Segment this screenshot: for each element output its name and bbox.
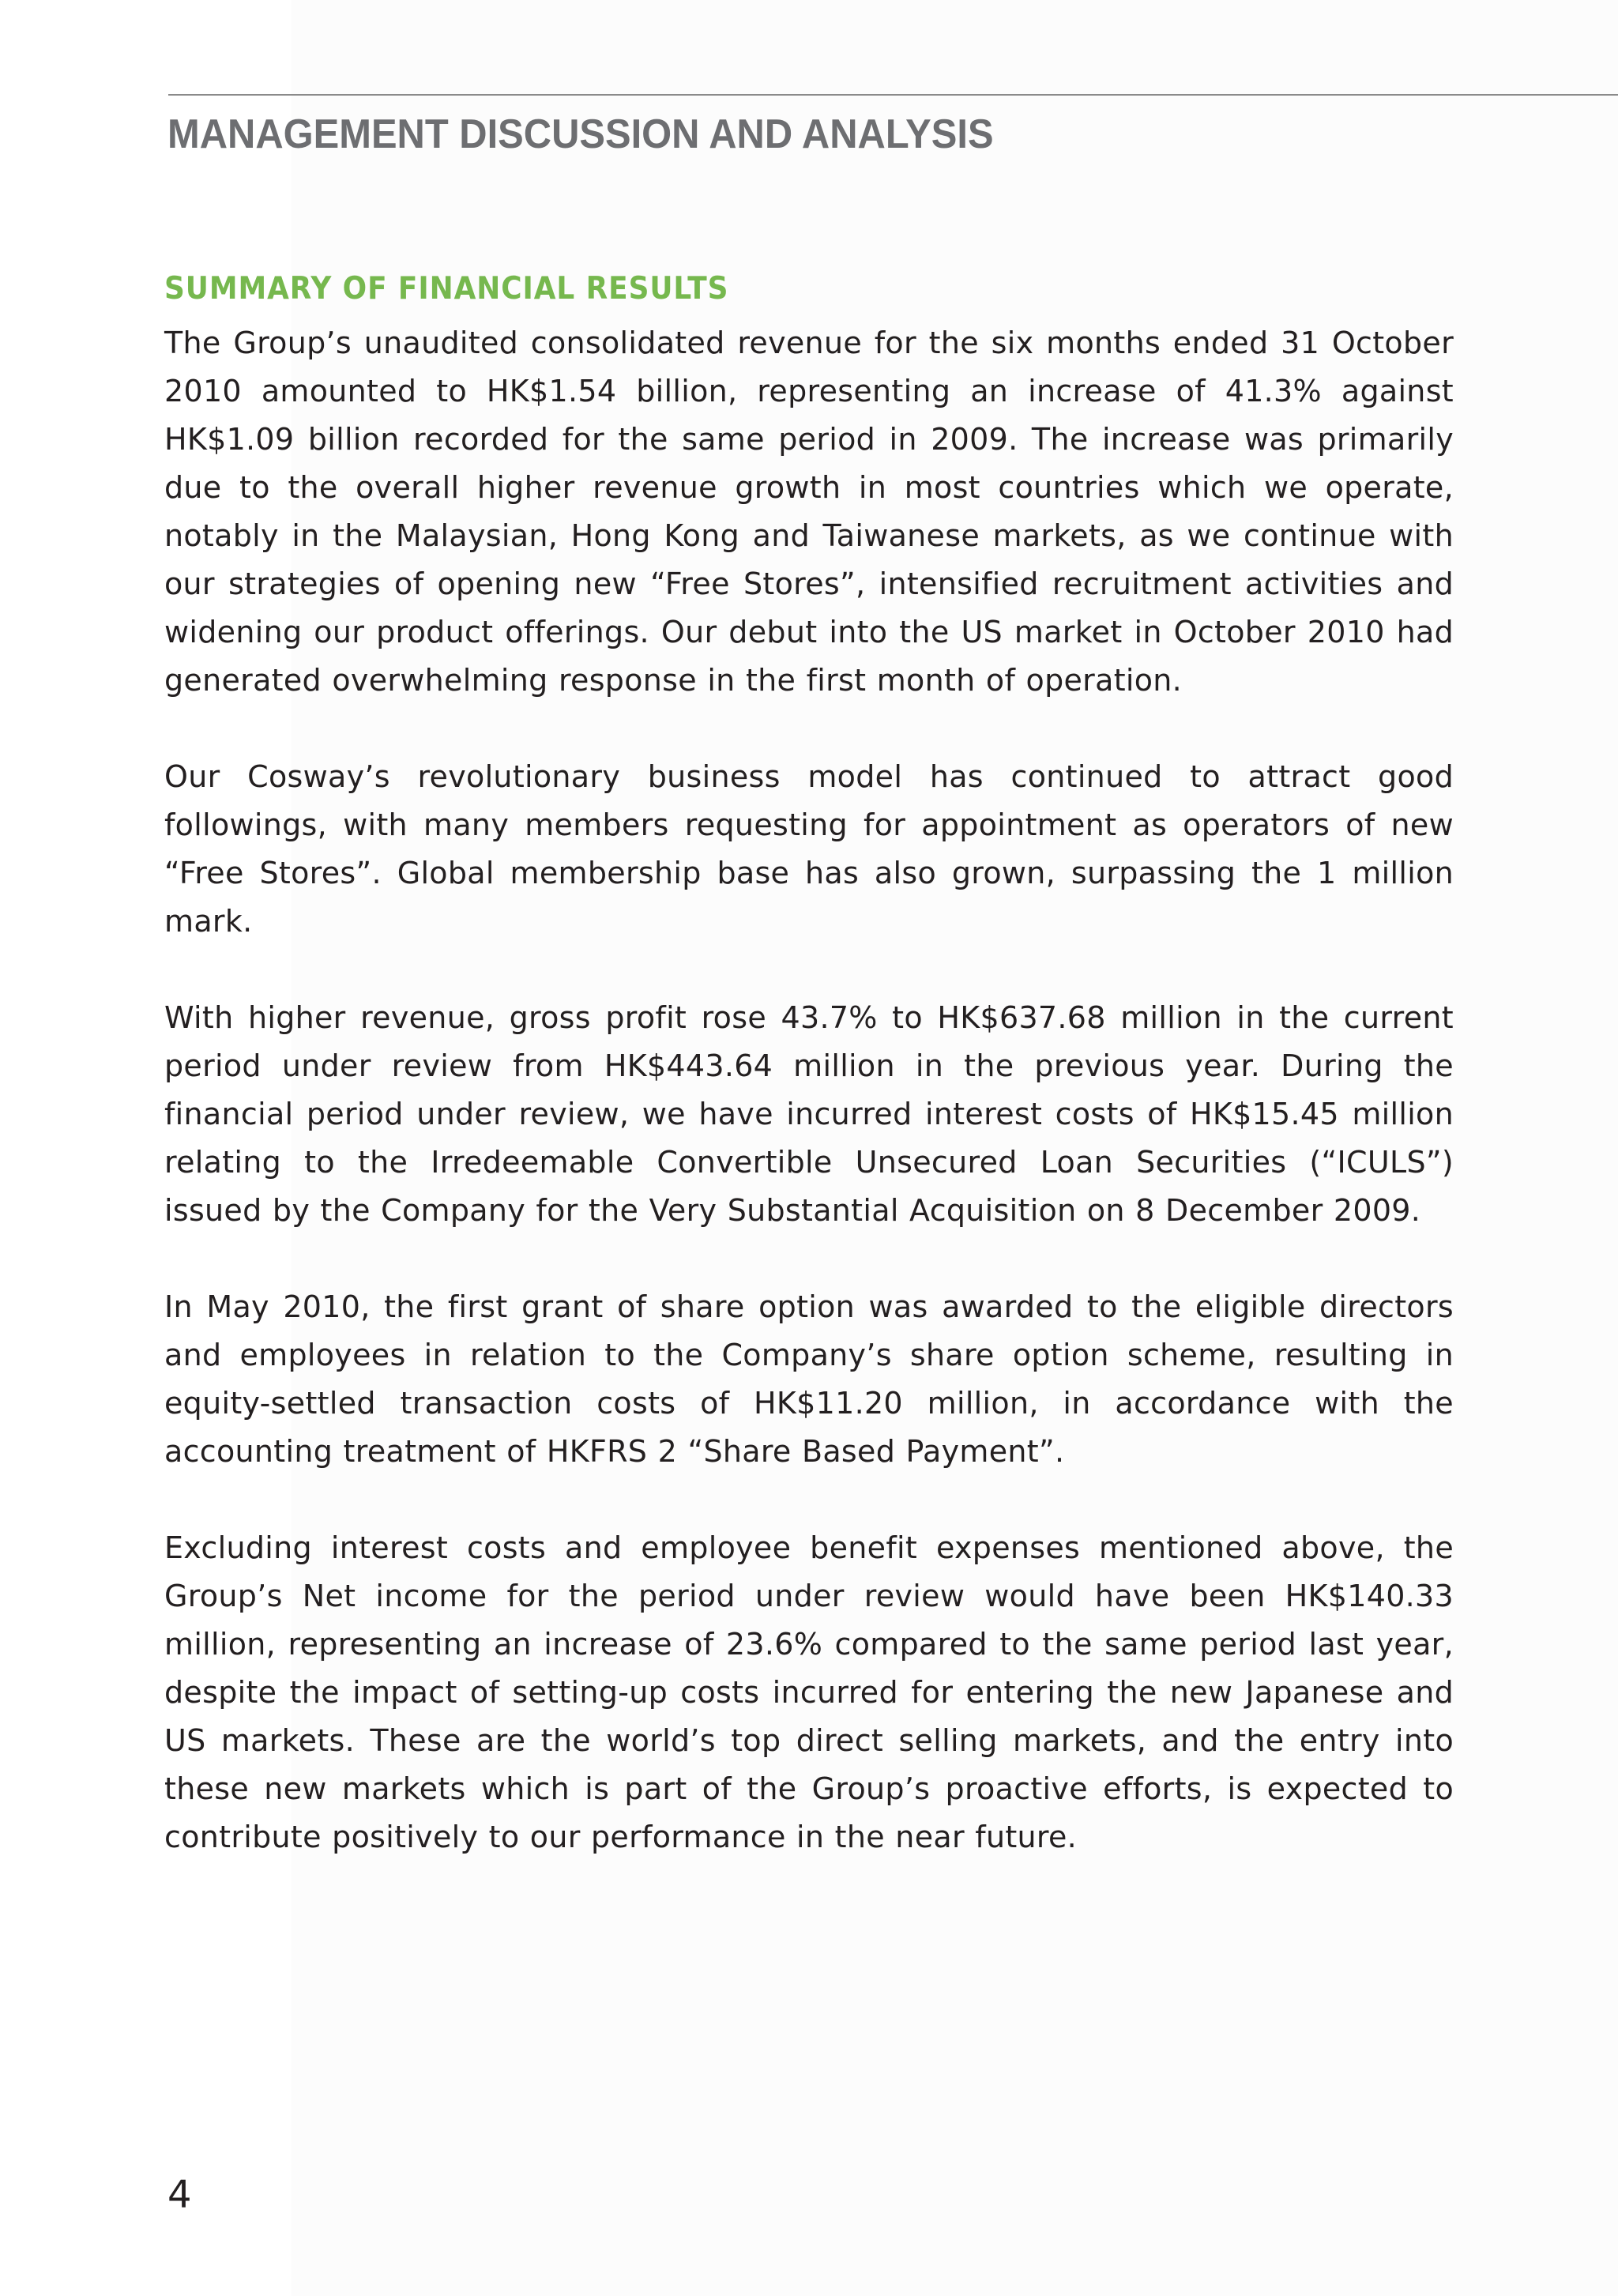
section-title: MANAGEMENT DISCUSSION AND ANALYSIS [167, 111, 994, 157]
body-text [164, 319, 1454, 1861]
summary-heading: SUMMARY OF FINANCIAL RESULTS [164, 271, 729, 307]
paragraph-business-model: Our Cosway’s revolutionary business model has continued to attract good followings, with many members requesting for appointment as operators of new “Free Stores”. Global membership base has also grown, surpassing the 1 million mark. [164, 759, 1454, 939]
page-number: 4 [167, 2173, 192, 2217]
paragraph-net-income: Excluding interest costs and employee benefit expenses mentioned above, the Group’s Net income for the period under review would have been HK$140.33 million, representing an increase of 23.6% compared to the same period last year, despite the impact of setting-up costs incurred for entering the new Japanese and US markets. These are the world’s top direct selling markets, and the entry into these new markets which is part of the Group’s proactive efforts, is expected to contribute positively to our performance in the near future. [164, 1530, 1454, 1854]
paragraph-revenue: The Group’s unaudited consolidated revenue for the six months ended 31 October 2010 amounted to HK$1.54 billion, representing an increase of 41.3% against HK$1.09 billion recorded for the same period in 2009. The increase was primarily due to the overall higher revenue growth in most countries which we operate, notably in the Malaysian, Hong Kong and Taiwanese markets, as we continue with our strategies of opening new “Free Stores”, intensified recruitment activities and widening our product offerings. Our debut into the US market in October 2010 had generated overwhelming response in the first month of operation. [164, 326, 1454, 698]
paragraph-gross-profit: With higher revenue, gross profit rose 43.7% to HK$637.68 million in the current period under review from HK$443.64 million in the previous year. During the financial period under review, we have incurred interest costs of HK$15.45 million relating to the Irredeemable Convertible Unsecured Loan Securities (“ICULS”) issued by the Company for the Very Substantial Acquisition on 8 December 2009. [164, 1000, 1454, 1228]
header-rule [168, 94, 1618, 96]
paragraph-share-option: In May 2010, the first grant of share option was awarded to the eligible directors and employees in relation to the Company’s share option scheme, resulting in equity-settled transaction costs of HK$11.20 million, in accordance with the accounting treatment of HKFRS 2 “Share Based Payment”. [164, 1289, 1454, 1469]
